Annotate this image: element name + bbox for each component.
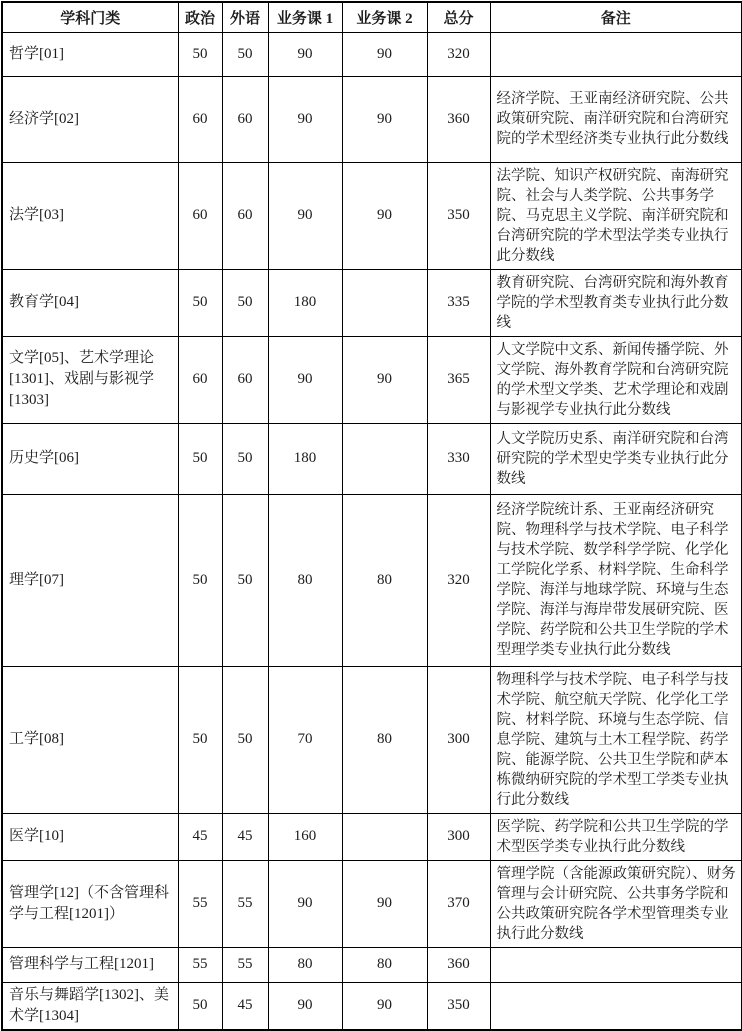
remark-cell: 管理学院（含能源政策研究院）、财务管理与会计研究院、公共事务学院和公共政策研究院各学术型管理类专业执行此分数线 [490, 860, 742, 947]
column-header-course2: 业务课 2 [342, 2, 427, 32]
table-row [2, 666, 742, 813]
foreign-language-score-cell: 60 [222, 336, 268, 423]
total-score-cell: 365 [427, 336, 490, 423]
politics-score-cell: 60 [178, 336, 222, 423]
remark-cell: 教育研究院、台湾研究院和海外教育学院的学术型教育类专业执行此分数线 [490, 269, 742, 336]
total-score-cell: 370 [427, 860, 490, 947]
foreign-language-score-cell: 50 [222, 494, 268, 666]
total-score-cell: 360 [427, 947, 490, 982]
table-row [2, 947, 742, 982]
course2-score-cell [342, 813, 427, 860]
category-cell: 文学[05]、艺术学理论[1301]、戏剧与影视学[1303] [2, 336, 178, 423]
remark-cell [490, 982, 742, 1030]
course2-score-cell: 90 [342, 336, 427, 423]
column-header-foreign-language: 外语 [222, 2, 268, 32]
politics-score-cell: 55 [178, 947, 222, 982]
course1-score-cell: 90 [268, 982, 342, 1030]
course2-score-cell [342, 269, 427, 336]
course2-score-cell: 90 [342, 982, 427, 1030]
remark-cell [490, 32, 742, 76]
remark-cell: 物理科学与技术学院、电子科学与技术学院、航空航天学院、化学化工学院、材料学院、环境与生态学院、信息学院、建筑与土木工程学院、药学院、能源学院、公共卫生学院和萨本栋微纳研究院的学术型工学类专业执行此分数线 [490, 666, 742, 813]
politics-score-cell: 50 [178, 423, 222, 494]
course1-score-cell: 80 [268, 494, 342, 666]
remark-cell: 人文学院历史系、南洋研究院和台湾研究院的学术型史学类专业执行此分数线 [490, 423, 742, 494]
category-cell: 教育学[04] [2, 269, 178, 336]
remark-cell: 经济学院、王亚南经济研究院、公共政策研究院、南洋研究院和台湾研究院的学术型经济类专业执行此分数线 [490, 76, 742, 162]
course2-score-cell: 80 [342, 494, 427, 666]
total-score-cell: 320 [427, 494, 490, 666]
politics-score-cell: 50 [178, 32, 222, 76]
course2-score-cell: 80 [342, 947, 427, 982]
table-row [2, 813, 742, 860]
course1-score-cell: 90 [268, 336, 342, 423]
foreign-language-score-cell: 55 [222, 860, 268, 947]
table-row [2, 982, 742, 1030]
politics-score-cell: 50 [178, 494, 222, 666]
course1-score-cell: 90 [268, 860, 342, 947]
politics-score-cell: 50 [178, 269, 222, 336]
course1-score-cell: 180 [268, 423, 342, 494]
remark-cell [490, 947, 742, 982]
foreign-language-score-cell: 50 [222, 32, 268, 76]
politics-score-cell: 50 [178, 666, 222, 813]
foreign-language-score-cell: 60 [222, 162, 268, 269]
course2-score-cell: 90 [342, 76, 427, 162]
course1-score-cell: 90 [268, 76, 342, 162]
category-cell: 管理科学与工程[1201] [2, 947, 178, 982]
politics-score-cell: 45 [178, 813, 222, 860]
remark-cell: 医学院、药学院和公共卫生学院的学术型医学类专业执行此分数线 [490, 813, 742, 860]
politics-score-cell: 50 [178, 982, 222, 1030]
table-row [2, 162, 742, 269]
remark-cell: 人文学院中文系、新闻传播学院、外文学院、海外教育学院和台湾研究院的学术型文学类、艺术学理论和戏剧与影视学专业执行此分数线 [490, 336, 742, 423]
table-row [2, 76, 742, 162]
column-header-course1: 业务课 1 [268, 2, 342, 32]
total-score-cell: 320 [427, 32, 490, 76]
foreign-language-score-cell: 50 [222, 423, 268, 494]
foreign-language-score-cell: 60 [222, 76, 268, 162]
politics-score-cell: 60 [178, 162, 222, 269]
foreign-language-score-cell: 45 [222, 813, 268, 860]
table-row [2, 336, 742, 423]
table-row [2, 860, 742, 947]
remark-cell: 经济学院统计系、王亚南经济研究院、物理科学与技术学院、电子科学与技术学院、数学科学学院、化学化工学院化学系、材料学院、生命科学学院、海洋与地球学院、环境与生态学院、海洋与海岸带发展研究院、医学院、药学院和公共卫生学院的学术型理学类专业执行此分数线 [490, 494, 742, 666]
course1-score-cell: 70 [268, 666, 342, 813]
category-cell: 法学[03] [2, 162, 178, 269]
total-score-cell: 350 [427, 162, 490, 269]
admission-score-table [1, 1, 742, 1031]
category-cell: 历史学[06] [2, 423, 178, 494]
category-cell: 经济学[02] [2, 76, 178, 162]
course2-score-cell: 90 [342, 860, 427, 947]
table-row [2, 32, 742, 76]
politics-score-cell: 60 [178, 76, 222, 162]
politics-score-cell: 55 [178, 860, 222, 947]
course1-score-cell: 180 [268, 269, 342, 336]
course2-score-cell: 80 [342, 666, 427, 813]
remark-cell: 法学院、知识产权研究院、南海研究院、社会与人类学院、公共事务学院、马克思主义学院、南洋研究院和台湾研究院的学术型法学类专业执行此分数线 [490, 162, 742, 269]
category-cell: 工学[08] [2, 666, 178, 813]
foreign-language-score-cell: 50 [222, 666, 268, 813]
course1-score-cell: 160 [268, 813, 342, 860]
header-row [2, 2, 742, 32]
column-header-politics: 政治 [178, 2, 222, 32]
table-row [2, 269, 742, 336]
total-score-cell: 335 [427, 269, 490, 336]
course1-score-cell: 90 [268, 162, 342, 269]
foreign-language-score-cell: 50 [222, 269, 268, 336]
category-cell: 管理学[12]（不含管理科学与工程[1201]） [2, 860, 178, 947]
table-row [2, 423, 742, 494]
course2-score-cell: 90 [342, 162, 427, 269]
total-score-cell: 350 [427, 982, 490, 1030]
category-cell: 医学[10] [2, 813, 178, 860]
category-cell: 音乐与舞蹈学[1302]、美术学[1304] [2, 982, 178, 1030]
course1-score-cell: 80 [268, 947, 342, 982]
total-score-cell: 330 [427, 423, 490, 494]
column-header-category: 学科门类 [2, 2, 178, 32]
course1-score-cell: 90 [268, 32, 342, 76]
total-score-cell: 300 [427, 813, 490, 860]
category-cell: 哲学[01] [2, 32, 178, 76]
total-score-cell: 360 [427, 76, 490, 162]
foreign-language-score-cell: 45 [222, 982, 268, 1030]
column-header-total: 总分 [427, 2, 490, 32]
foreign-language-score-cell: 55 [222, 947, 268, 982]
total-score-cell: 300 [427, 666, 490, 813]
table-header [2, 2, 742, 32]
column-header-remark: 备注 [490, 2, 742, 32]
course2-score-cell [342, 423, 427, 494]
table-body [2, 32, 742, 1030]
table-row [2, 494, 742, 666]
category-cell: 理学[07] [2, 494, 178, 666]
course2-score-cell: 90 [342, 32, 427, 76]
